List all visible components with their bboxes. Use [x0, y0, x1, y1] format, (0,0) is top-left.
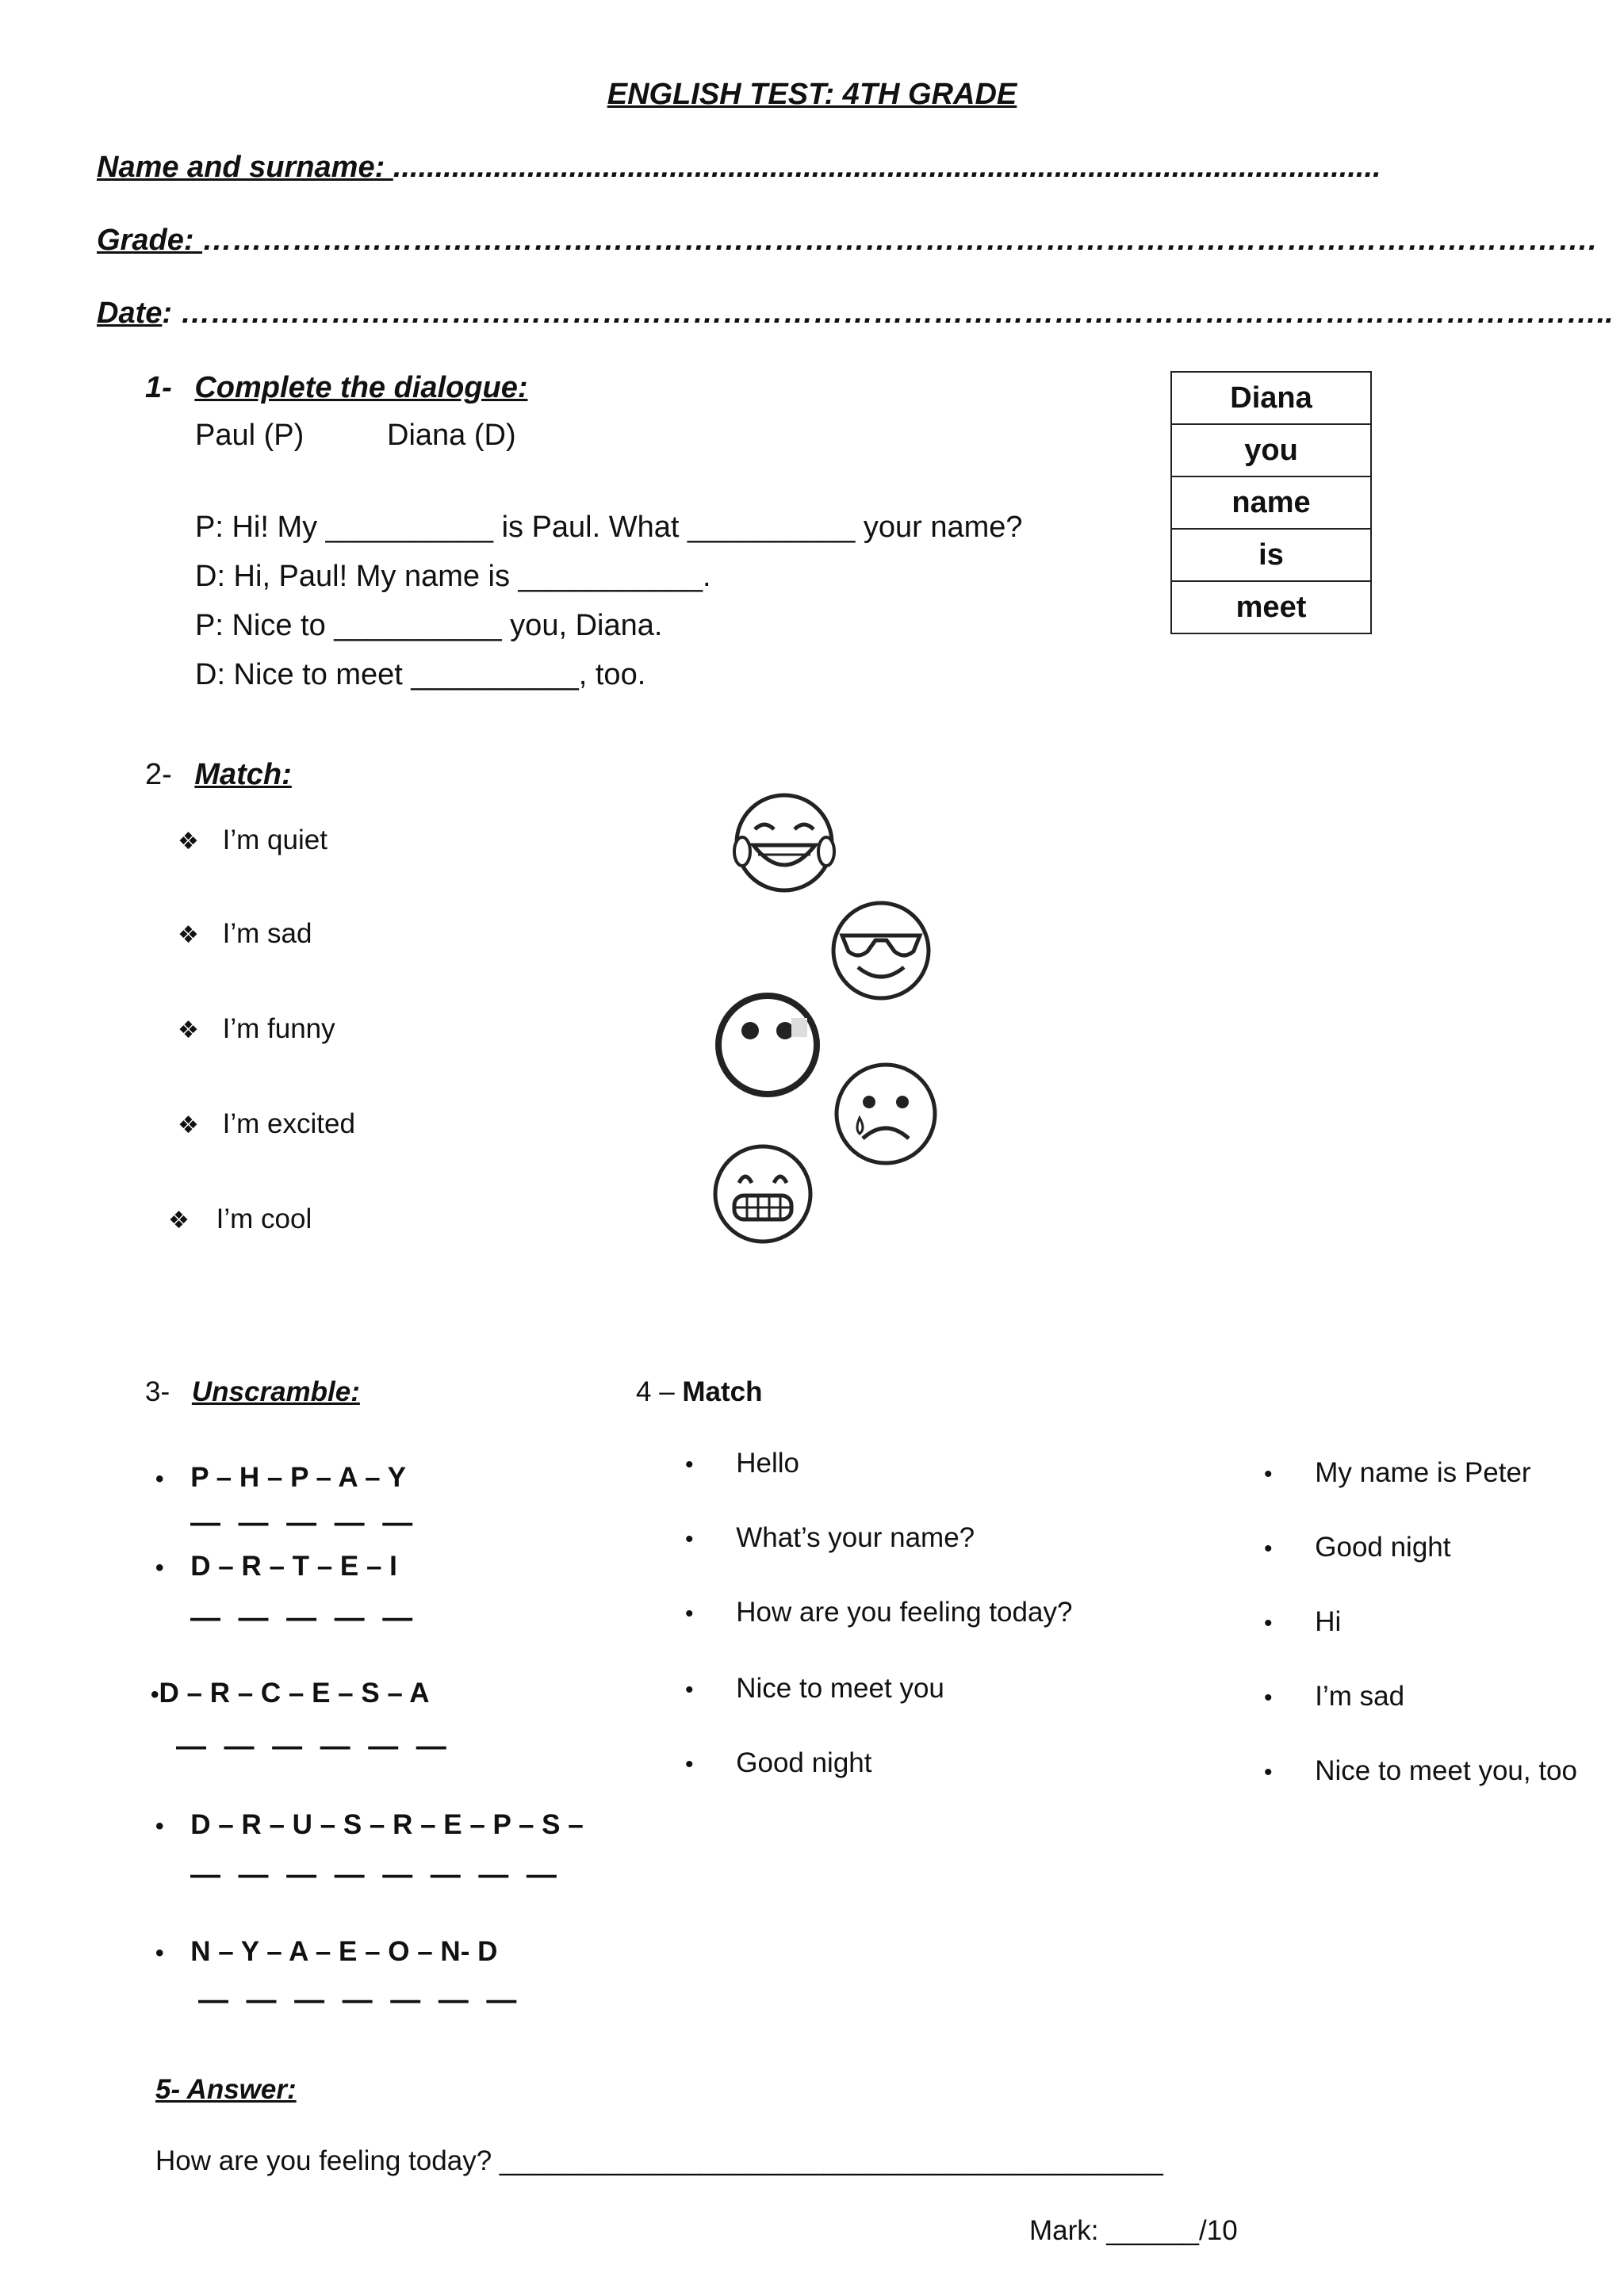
- match-item-excited[interactable]: [178, 1108, 355, 1140]
- section4-heading: [636, 1376, 763, 1408]
- answer-blanks[interactable]: — — — — — — — —: [190, 1858, 561, 1892]
- bullet-icon: •: [685, 1677, 694, 1703]
- match-right-label: Nice to meet you, too: [1315, 1755, 1577, 1786]
- section5-title: Answer:: [186, 2074, 297, 2105]
- unscramble-item-3: [151, 1678, 430, 1709]
- answer-blanks[interactable]: — — — — — —: [176, 1730, 451, 1763]
- bullet-icon: •: [1264, 1685, 1273, 1711]
- section5-heading: [155, 2074, 297, 2106]
- bullet-icon: •: [155, 1466, 164, 1492]
- grade-line: ………………………………………………………………………………………………………………………….: [202, 224, 1597, 257]
- laughing-tears-face-icon[interactable]: [731, 790, 837, 896]
- dialogue-line-2[interactable]: D: Hi, Paul! My name is ___________.: [195, 560, 711, 593]
- name-line: ......................................................................................................................: [393, 151, 1381, 184]
- match-right-item[interactable]: [1264, 1606, 1341, 1638]
- match-item-label: I’m cool: [216, 1203, 312, 1234]
- dialogue-line-3[interactable]: P: Nice to __________ you, Diana.: [195, 609, 663, 642]
- match-right-label: My name is Peter: [1315, 1457, 1531, 1488]
- match-item-funny[interactable]: [178, 1013, 335, 1045]
- scrambled-letters: N – Y – A – E – O – N- D: [190, 1936, 498, 1967]
- page-title: ENGLISH TEST: 4TH GRADE: [607, 78, 1017, 111]
- section3-heading: [145, 1376, 360, 1408]
- match-item-label: I’m quiet: [222, 825, 327, 855]
- match-item-cool[interactable]: [168, 1203, 312, 1235]
- bullet-icon: •: [685, 1751, 694, 1777]
- match-left-item[interactable]: [685, 1597, 1072, 1628]
- diamond-bullet-icon: ❖: [178, 922, 199, 948]
- scrambled-letters: D – R – T – E – I: [190, 1551, 397, 1582]
- match-left-item[interactable]: [685, 1747, 872, 1779]
- scrambled-letters: P – H – P – A – Y: [190, 1462, 406, 1493]
- answer-question-line[interactable]: How are you feeling today? ___________________________________________: [155, 2145, 1163, 2176]
- word-bank-table: [1170, 371, 1372, 634]
- unscramble-item-2: [155, 1551, 397, 1582]
- match-right-label: Hi: [1315, 1606, 1342, 1637]
- dialogue-line-1[interactable]: P: Hi! My __________ is Paul. What __________ your name?: [195, 511, 1023, 544]
- section2-number: 2-: [145, 758, 172, 791]
- answer-blanks[interactable]: — — — — —: [190, 1506, 418, 1540]
- bullet-icon: •: [151, 1682, 159, 1708]
- section2-heading: [145, 758, 292, 792]
- sad-crying-face-icon[interactable]: [831, 1059, 940, 1169]
- answer-blanks[interactable]: — — — — —: [190, 1601, 418, 1635]
- bullet-icon: •: [155, 1555, 164, 1581]
- speaker-p: Paul (P): [195, 419, 304, 452]
- answer-blanks[interactable]: — — — — — — —: [198, 1984, 522, 2017]
- section2-title: Match:: [194, 758, 292, 791]
- word-bank-cell: name: [1171, 476, 1371, 529]
- match-left-item[interactable]: [685, 1673, 944, 1705]
- match-item-quiet[interactable]: [178, 825, 327, 856]
- date-field[interactable]: [97, 297, 1614, 331]
- bullet-icon: •: [155, 1940, 164, 1966]
- speaker-d: Diana (D): [387, 419, 516, 452]
- match-left-item[interactable]: [685, 1522, 975, 1554]
- match-left-label: Good night: [736, 1747, 872, 1778]
- unscramble-item-4: [155, 1809, 584, 1841]
- section1-title: Complete the dialogue:: [194, 371, 528, 404]
- unscramble-item-1: [155, 1462, 406, 1494]
- date-label: Date: [97, 297, 163, 330]
- match-right-item[interactable]: [1264, 1532, 1451, 1563]
- bullet-icon: •: [685, 1601, 694, 1627]
- cool-sunglasses-face-icon[interactable]: [828, 897, 934, 1004]
- match-left-label: How are you feeling today?: [736, 1597, 1073, 1628]
- match-item-label: I’m excited: [222, 1108, 355, 1139]
- diamond-bullet-icon: ❖: [178, 1017, 199, 1043]
- grimacing-excited-face-icon[interactable]: [710, 1142, 815, 1246]
- date-line: : ……………………………………………………………………………………………………………………………..: [162, 297, 1614, 330]
- bullet-icon: •: [1264, 1536, 1273, 1562]
- match-left-label: Nice to meet you: [736, 1673, 944, 1704]
- section4-title: Match: [682, 1376, 763, 1407]
- match-right-item[interactable]: [1264, 1681, 1404, 1712]
- word-bank-cell: is: [1171, 529, 1371, 581]
- grade-label: Grade:: [97, 224, 203, 257]
- bullet-icon: •: [685, 1452, 694, 1478]
- section5-number: 5-: [155, 2074, 187, 2105]
- match-left-label: Hello: [736, 1448, 800, 1479]
- section1-number: 1-: [145, 371, 172, 404]
- match-right-item[interactable]: [1264, 1457, 1531, 1489]
- match-item-sad[interactable]: [178, 918, 312, 950]
- bullet-icon: •: [685, 1526, 694, 1552]
- dialogue-line-4[interactable]: D: Nice to meet __________, too.: [195, 658, 646, 691]
- scrambled-letters: D – R – U – S – R – E – P – S –: [190, 1809, 584, 1840]
- match-item-label: I’m funny: [222, 1013, 335, 1044]
- match-left-item[interactable]: [685, 1448, 799, 1479]
- grade-field[interactable]: [97, 224, 1597, 258]
- word-bank-cell: meet: [1171, 581, 1371, 633]
- mark-field[interactable]: Mark: ______/10: [1029, 2215, 1238, 2246]
- unscramble-item-5: [155, 1936, 497, 1968]
- word-bank-cell: you: [1171, 424, 1371, 476]
- section3-title: Unscramble:: [191, 1376, 360, 1407]
- word-bank-cell: Diana: [1171, 372, 1371, 424]
- name-field[interactable]: [97, 151, 1381, 185]
- bullet-icon: •: [1264, 1610, 1273, 1636]
- match-right-item[interactable]: [1264, 1755, 1577, 1787]
- match-item-label: I’m sad: [222, 918, 312, 949]
- match-left-label: What’s your name?: [736, 1522, 975, 1553]
- section3-number: 3-: [145, 1376, 170, 1407]
- section4-number: 4 –: [636, 1376, 683, 1407]
- scrambled-letters: D – R – C – E – S – A: [159, 1678, 430, 1709]
- bullet-icon: •: [1264, 1461, 1273, 1487]
- section1-heading: [145, 371, 528, 405]
- match-right-label: I’m sad: [1315, 1681, 1405, 1712]
- diamond-bullet-icon: ❖: [178, 828, 199, 855]
- bullet-icon: •: [1264, 1759, 1273, 1785]
- name-label: Name and surname:: [97, 151, 393, 184]
- match-right-label: Good night: [1315, 1532, 1451, 1563]
- diamond-bullet-icon: ❖: [178, 1112, 199, 1138]
- neutral-quiet-face-icon[interactable]: [712, 989, 823, 1100]
- diamond-bullet-icon: ❖: [168, 1207, 190, 1234]
- bullet-icon: •: [155, 1813, 164, 1839]
